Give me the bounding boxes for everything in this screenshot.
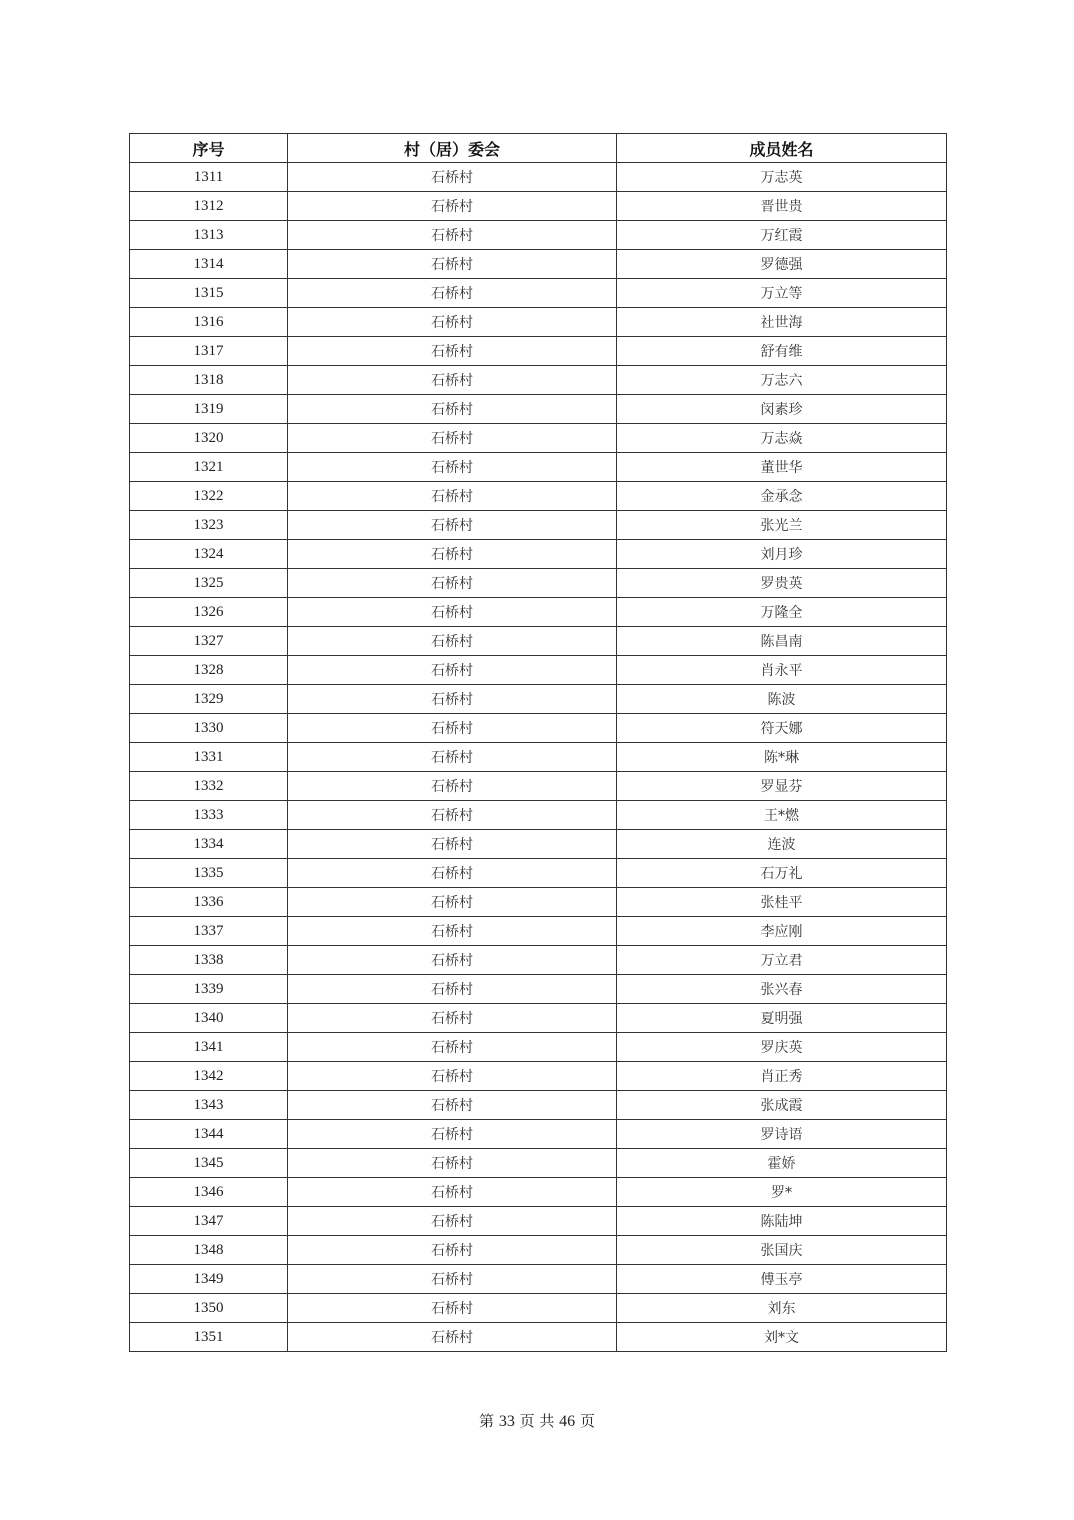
cell-member-name: 万志六 (617, 366, 947, 395)
cell-member-name: 万红霞 (617, 221, 947, 250)
table-row (130, 888, 947, 917)
cell-index: 1340 (130, 1004, 288, 1033)
cell-member-name: 万隆全 (617, 598, 947, 627)
cell-index: 1331 (130, 743, 288, 772)
table-row (130, 801, 947, 830)
cell-index: 1350 (130, 1294, 288, 1323)
cell-committee: 石桥村 (288, 1294, 617, 1323)
table-row (130, 482, 947, 511)
cell-committee: 石桥村 (288, 714, 617, 743)
cell-committee: 石桥村 (288, 1033, 617, 1062)
cell-member-name: 舒有维 (617, 337, 947, 366)
current-page-number: 33 (498, 1413, 515, 1430)
table-row (130, 308, 947, 337)
cell-member-name: 万志焱 (617, 424, 947, 453)
cell-committee: 石桥村 (288, 859, 617, 888)
cell-index: 1322 (130, 482, 288, 511)
cell-member-name: 万立等 (617, 279, 947, 308)
cell-member-name: 刘月珍 (617, 540, 947, 569)
cell-index: 1326 (130, 598, 288, 627)
cell-member-name: 陈陆坤 (617, 1207, 947, 1236)
table-row (130, 1062, 947, 1091)
table-row (130, 279, 947, 308)
cell-member-name: 张国庆 (617, 1236, 947, 1265)
cell-member-name: 罗显芬 (617, 772, 947, 801)
cell-committee: 石桥村 (288, 192, 617, 221)
table-row (130, 395, 947, 424)
cell-committee: 石桥村 (288, 917, 617, 946)
cell-index: 1328 (130, 656, 288, 685)
cell-member-name: 董世华 (617, 453, 947, 482)
cell-member-name: 肖永平 (617, 656, 947, 685)
table-row (130, 772, 947, 801)
table-row (130, 1294, 947, 1323)
cell-member-name: 夏明强 (617, 1004, 947, 1033)
cell-index: 1346 (130, 1178, 288, 1207)
table-row (130, 1120, 947, 1149)
table-body (130, 163, 947, 1352)
cell-member-name: 肖正秀 (617, 1062, 947, 1091)
cell-committee: 石桥村 (288, 1265, 617, 1294)
cell-member-name: 张成霞 (617, 1091, 947, 1120)
cell-member-name: 罗贵英 (617, 569, 947, 598)
table-row (130, 1265, 947, 1294)
table-row (130, 1323, 947, 1352)
cell-committee: 石桥村 (288, 279, 617, 308)
table-row (130, 975, 947, 1004)
cell-index: 1338 (130, 946, 288, 975)
cell-index: 1319 (130, 395, 288, 424)
cell-index: 1327 (130, 627, 288, 656)
cell-index: 1313 (130, 221, 288, 250)
cell-index: 1333 (130, 801, 288, 830)
cell-committee: 石桥村 (288, 975, 617, 1004)
cell-index: 1330 (130, 714, 288, 743)
cell-index: 1323 (130, 511, 288, 540)
cell-member-name: 霍娇 (617, 1149, 947, 1178)
cell-committee: 石桥村 (288, 308, 617, 337)
cell-index: 1342 (130, 1062, 288, 1091)
table-row (130, 946, 947, 975)
cell-index: 1332 (130, 772, 288, 801)
cell-member-name: 社世海 (617, 308, 947, 337)
cell-member-name: 金承念 (617, 482, 947, 511)
cell-member-name: 石万礼 (617, 859, 947, 888)
cell-member-name: 刘东 (617, 1294, 947, 1323)
table-row (130, 598, 947, 627)
cell-committee: 石桥村 (288, 250, 617, 279)
cell-member-name: 罗诗语 (617, 1120, 947, 1149)
cell-index: 1335 (130, 859, 288, 888)
cell-committee: 石桥村 (288, 569, 617, 598)
cell-committee: 石桥村 (288, 830, 617, 859)
table-row (130, 743, 947, 772)
cell-member-name: 罗庆英 (617, 1033, 947, 1062)
cell-index: 1351 (130, 1323, 288, 1352)
table-row (130, 366, 947, 395)
table-row (130, 511, 947, 540)
cell-index: 1317 (130, 337, 288, 366)
cell-index: 1336 (130, 888, 288, 917)
column-header-member-name: 成员姓名 (617, 134, 947, 163)
cell-committee: 石桥村 (288, 1236, 617, 1265)
cell-committee: 石桥村 (288, 1091, 617, 1120)
footer-suffix: 页 (579, 1412, 595, 1430)
cell-index: 1320 (130, 424, 288, 453)
cell-member-name: 刘*文 (617, 1323, 947, 1352)
table-row (130, 250, 947, 279)
cell-index: 1334 (130, 830, 288, 859)
table-row (130, 1033, 947, 1062)
cell-committee: 石桥村 (288, 424, 617, 453)
page-footer (0, 1410, 1074, 1431)
table-row (130, 917, 947, 946)
cell-committee: 石桥村 (288, 685, 617, 714)
cell-index: 1318 (130, 366, 288, 395)
cell-index: 1315 (130, 279, 288, 308)
cell-committee: 石桥村 (288, 1120, 617, 1149)
cell-index: 1316 (130, 308, 288, 337)
cell-index: 1337 (130, 917, 288, 946)
cell-member-name: 张兴春 (617, 975, 947, 1004)
table-row (130, 1149, 947, 1178)
cell-index: 1311 (130, 163, 288, 192)
table-row (130, 627, 947, 656)
cell-member-name: 罗* (617, 1178, 947, 1207)
cell-index: 1339 (130, 975, 288, 1004)
cell-member-name: 闵素珍 (617, 395, 947, 424)
table-row (130, 192, 947, 221)
cell-committee: 石桥村 (288, 801, 617, 830)
cell-index: 1314 (130, 250, 288, 279)
cell-member-name: 符天娜 (617, 714, 947, 743)
table-row (130, 163, 947, 192)
table-row (130, 1207, 947, 1236)
cell-member-name: 李应刚 (617, 917, 947, 946)
cell-committee: 石桥村 (288, 656, 617, 685)
cell-index: 1324 (130, 540, 288, 569)
cell-member-name: 万立君 (617, 946, 947, 975)
cell-committee: 石桥村 (288, 221, 617, 250)
table-row (130, 453, 947, 482)
cell-member-name: 张桂平 (617, 888, 947, 917)
cell-committee: 石桥村 (288, 337, 617, 366)
cell-committee: 石桥村 (288, 598, 617, 627)
cell-index: 1349 (130, 1265, 288, 1294)
table-row (130, 1236, 947, 1265)
cell-committee: 石桥村 (288, 163, 617, 192)
table-row (130, 337, 947, 366)
table-row (130, 221, 947, 250)
cell-member-name: 万志英 (617, 163, 947, 192)
table-row (130, 830, 947, 859)
cell-index: 1329 (130, 685, 288, 714)
cell-member-name: 陈*琳 (617, 743, 947, 772)
cell-committee: 石桥村 (288, 453, 617, 482)
cell-committee: 石桥村 (288, 482, 617, 511)
cell-committee: 石桥村 (288, 540, 617, 569)
table-row (130, 569, 947, 598)
cell-committee: 石桥村 (288, 511, 617, 540)
column-header-index: 序号 (130, 134, 288, 163)
table-row (130, 859, 947, 888)
footer-middle: 页 共 (519, 1412, 555, 1430)
cell-committee: 石桥村 (288, 772, 617, 801)
cell-committee: 石桥村 (288, 366, 617, 395)
table-row (130, 656, 947, 685)
cell-committee: 石桥村 (288, 627, 617, 656)
cell-committee: 石桥村 (288, 1062, 617, 1091)
cell-committee: 石桥村 (288, 1149, 617, 1178)
table-row (130, 1091, 947, 1120)
cell-committee: 石桥村 (288, 743, 617, 772)
cell-committee: 石桥村 (288, 1004, 617, 1033)
table-row (130, 540, 947, 569)
cell-index: 1347 (130, 1207, 288, 1236)
cell-member-name: 王*燃 (617, 801, 947, 830)
table-row (130, 714, 947, 743)
table-row (130, 424, 947, 453)
cell-committee: 石桥村 (288, 1178, 617, 1207)
table-row (130, 685, 947, 714)
cell-committee: 石桥村 (288, 946, 617, 975)
cell-index: 1345 (130, 1149, 288, 1178)
cell-index: 1325 (130, 569, 288, 598)
column-header-committee: 村（居）委会 (288, 134, 617, 163)
cell-index: 1312 (130, 192, 288, 221)
table-header-row (130, 134, 947, 163)
footer-prefix: 第 (479, 1412, 495, 1430)
cell-member-name: 傅玉亭 (617, 1265, 947, 1294)
total-page-count: 46 (559, 1413, 576, 1430)
cell-index: 1341 (130, 1033, 288, 1062)
cell-committee: 石桥村 (288, 888, 617, 917)
cell-committee: 石桥村 (288, 395, 617, 424)
cell-member-name: 陈昌南 (617, 627, 947, 656)
cell-member-name: 张光兰 (617, 511, 947, 540)
table-row (130, 1178, 947, 1207)
cell-index: 1348 (130, 1236, 288, 1265)
cell-index: 1343 (130, 1091, 288, 1120)
cell-committee: 石桥村 (288, 1207, 617, 1236)
cell-member-name: 罗德强 (617, 250, 947, 279)
cell-index: 1321 (130, 453, 288, 482)
cell-committee: 石桥村 (288, 1323, 617, 1352)
member-roster-table (129, 133, 947, 1352)
cell-member-name: 晋世贵 (617, 192, 947, 221)
table-row (130, 1004, 947, 1033)
cell-index: 1344 (130, 1120, 288, 1149)
cell-member-name: 陈波 (617, 685, 947, 714)
cell-member-name: 连波 (617, 830, 947, 859)
